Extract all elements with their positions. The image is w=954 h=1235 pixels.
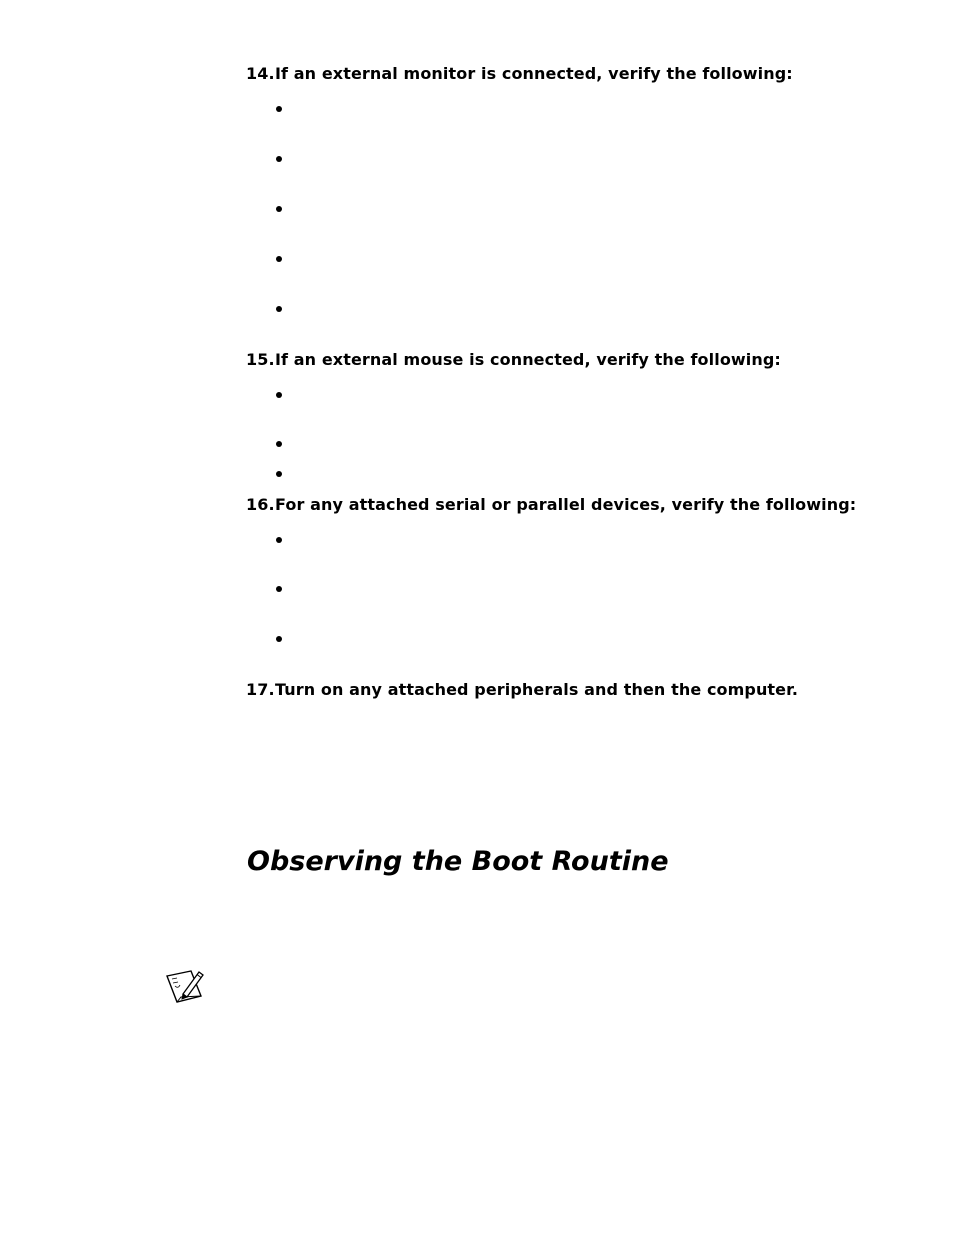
step-text: Turn on any attached peripherals and then the computer. [275,680,799,699]
bullet-point [276,206,282,212]
step-number: 14. [246,64,275,83]
step-text: For any attached serial or parallel devices, verify the following: [275,495,857,514]
step-number: 16. [246,495,275,514]
step-number: 17. [246,680,275,699]
step-text: If an external mouse is connected, verify the following: [275,350,781,369]
bullet-point [276,306,282,312]
step-14 [246,64,793,84]
bullet-point [276,392,282,398]
bullet-point [276,636,282,642]
bullet-point [276,471,282,477]
section-heading: Observing the Boot Routine [247,846,669,877]
bullet-point [276,156,282,162]
step-number: 15. [246,350,275,369]
bullet-point [276,106,282,112]
step-16 [246,495,856,515]
step-text: If an external monitor is connected, verify the following: [275,64,793,83]
bullet-point [276,256,282,262]
bullet-point [276,586,282,592]
bullet-point [276,537,282,543]
bullet-point [276,441,282,447]
note-pencil-icon [165,966,207,1006]
step-15 [246,350,781,370]
step-17 [246,680,798,700]
